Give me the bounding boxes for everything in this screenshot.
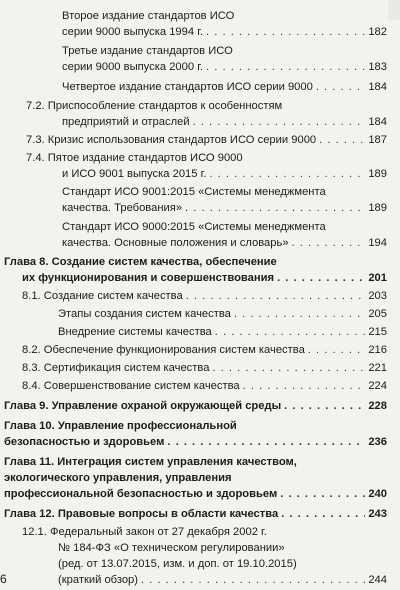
toc-page-number: 189 (368, 202, 387, 214)
toc-entry-line: серии 9000 выпуска 2000 г. (62, 61, 204, 73)
toc-leader-dots (316, 79, 365, 95)
toc-page-number: 236 (368, 436, 387, 448)
toc-entry-line: Внедрение системы качества (58, 326, 212, 338)
toc-entry-line: Стандарт ИСО 9000:2015 «Системы менеджмента (62, 221, 326, 233)
toc-chapter-entry (4, 418, 387, 450)
toc-entry (62, 184, 387, 216)
toc-leader-dots (209, 166, 365, 182)
toc-entry-line: Глава 10. Управление профессиональной (4, 420, 237, 432)
toc-entry (62, 79, 387, 95)
toc-entry-line: 8.3. Сертификация систем качества (22, 362, 210, 374)
toc-leader-dots (141, 572, 365, 588)
toc-leader-dots (234, 306, 365, 322)
toc-chapter-entry (4, 454, 387, 502)
toc-entry-line: и ИСО 9001 выпуска 2015 г. (62, 168, 207, 180)
toc-entry-line: (ред. от 13.07.2015, изм. и доп. от 19.10.2015) (58, 558, 297, 570)
toc-entry (62, 219, 387, 251)
toc-entry-line: качества. Требования» (62, 202, 183, 214)
toc-leader-dots (280, 486, 365, 502)
toc-leader-dots (292, 235, 366, 251)
toc-entry (26, 132, 387, 148)
toc-entry (62, 43, 387, 75)
page-edge (388, 0, 400, 20)
toc-entry-line: безопасностью и здоровьем (4, 436, 165, 448)
toc-entry-line: Четвертое издание стандартов ИСО серии 9000 (62, 81, 313, 93)
toc-entry-line: 7.3. Кризис использования стандартов ИСО серии 9000 (26, 134, 317, 146)
toc-leader-dots (243, 378, 366, 394)
toc-entry-line: их функционирования и совершенствования (22, 272, 275, 284)
toc-leader-dots (308, 342, 366, 358)
toc-page-number: 184 (368, 81, 387, 93)
toc-leader-dots (206, 59, 365, 75)
toc-page-number: 243 (368, 508, 387, 520)
toc-entry-line: Этапы создания систем качества (58, 308, 231, 320)
toc-leader-dots (277, 270, 365, 286)
toc-entry-line: серии 9000 выпуска 1994 г. (62, 26, 204, 38)
toc-leader-dots (215, 324, 366, 340)
toc-page-number: 184 (368, 116, 387, 128)
toc-chapter-entry (4, 254, 387, 286)
toc-entry-line: 7.4. Пятое издание стандартов ИСО 9000 (26, 152, 243, 164)
toc-leader-dots (212, 360, 365, 376)
toc-entry-line: Глава 9. Управление охраной окружающей среды (4, 400, 282, 412)
toc-leader-dots (319, 132, 365, 148)
toc-page-number: 215 (368, 326, 387, 338)
toc-entry-line: (краткий обзор) (58, 574, 138, 586)
toc-page-number: 244 (368, 574, 387, 586)
toc-page-number: 189 (368, 168, 387, 180)
toc-entry (22, 524, 387, 588)
toc-page-number: 216 (368, 344, 387, 356)
toc-entry-line: № 184-ФЗ «О техническом регулировании» (58, 542, 285, 554)
toc-page-number: 205 (368, 308, 387, 320)
toc-leader-dots (284, 398, 365, 414)
toc-page-number: 224 (368, 380, 387, 392)
toc-entry-line: Глава 8. Создание систем качества, обеспечение (4, 256, 277, 268)
toc-entry (22, 342, 387, 358)
toc-entry-line: качества. Основные положения и словарь» (62, 237, 289, 249)
toc-entry-line: профессиональной безопасностью и здоровьем (4, 488, 278, 500)
toc-leader-dots (193, 114, 366, 130)
toc-entry-line: предприятий и отраслей (62, 116, 190, 128)
toc-chapter-entry (4, 506, 387, 522)
toc-entry-line: 8.2. Обеспечение функционирования систем качества (22, 344, 305, 356)
toc-page-number: 201 (368, 272, 387, 284)
toc-entry (22, 288, 387, 304)
toc-entry (58, 306, 387, 322)
toc-page-number: 203 (368, 290, 387, 302)
toc-leader-dots (185, 200, 365, 216)
toc-leader-dots (206, 24, 365, 40)
toc-entry-line: Глава 12. Правовые вопросы в области качества (4, 508, 279, 520)
toc-entry-line: Третье издание стандартов ИСО (62, 45, 233, 57)
toc-entry (22, 360, 387, 376)
toc-page-number: 182 (368, 26, 387, 38)
toc-leader-dots (281, 506, 365, 522)
toc-page-number: 187 (368, 134, 387, 146)
toc-entry-line: Стандарт ИСО 9001:2015 «Системы менеджмента (62, 186, 326, 198)
toc-page-number: 221 (368, 362, 387, 374)
toc-entry-line: экологического управления, управления (4, 472, 232, 484)
toc-entry-line: 12.1. Федеральный закон от 27 декабря 2002 г. (22, 526, 267, 538)
toc-chapter-entry (4, 398, 387, 414)
toc-entry (26, 150, 387, 182)
page-number: 6 (0, 572, 7, 586)
toc-entry-line: Глава 11. Интеграция систем управления качеством, (4, 456, 297, 468)
toc-entry (22, 378, 387, 394)
toc-entry (26, 98, 387, 130)
toc-entry-line: 8.4. Совершенствование систем качества (22, 380, 240, 392)
toc-page-number: 228 (368, 400, 387, 412)
toc-leader-dots (167, 434, 365, 450)
toc-entry (58, 324, 387, 340)
toc-page-number: 194 (368, 237, 387, 249)
toc-leader-dots (186, 288, 366, 304)
toc-entry-line: 8.1. Создание систем качества (22, 290, 183, 302)
toc-entry-line: 7.2. Приспособление стандартов к особенностям (26, 100, 283, 112)
toc-page-number: 183 (368, 61, 387, 73)
toc-entry-line: Второе издание стандартов ИСО (62, 10, 235, 22)
toc-page-number: 240 (368, 488, 387, 500)
toc-entry (62, 8, 387, 40)
